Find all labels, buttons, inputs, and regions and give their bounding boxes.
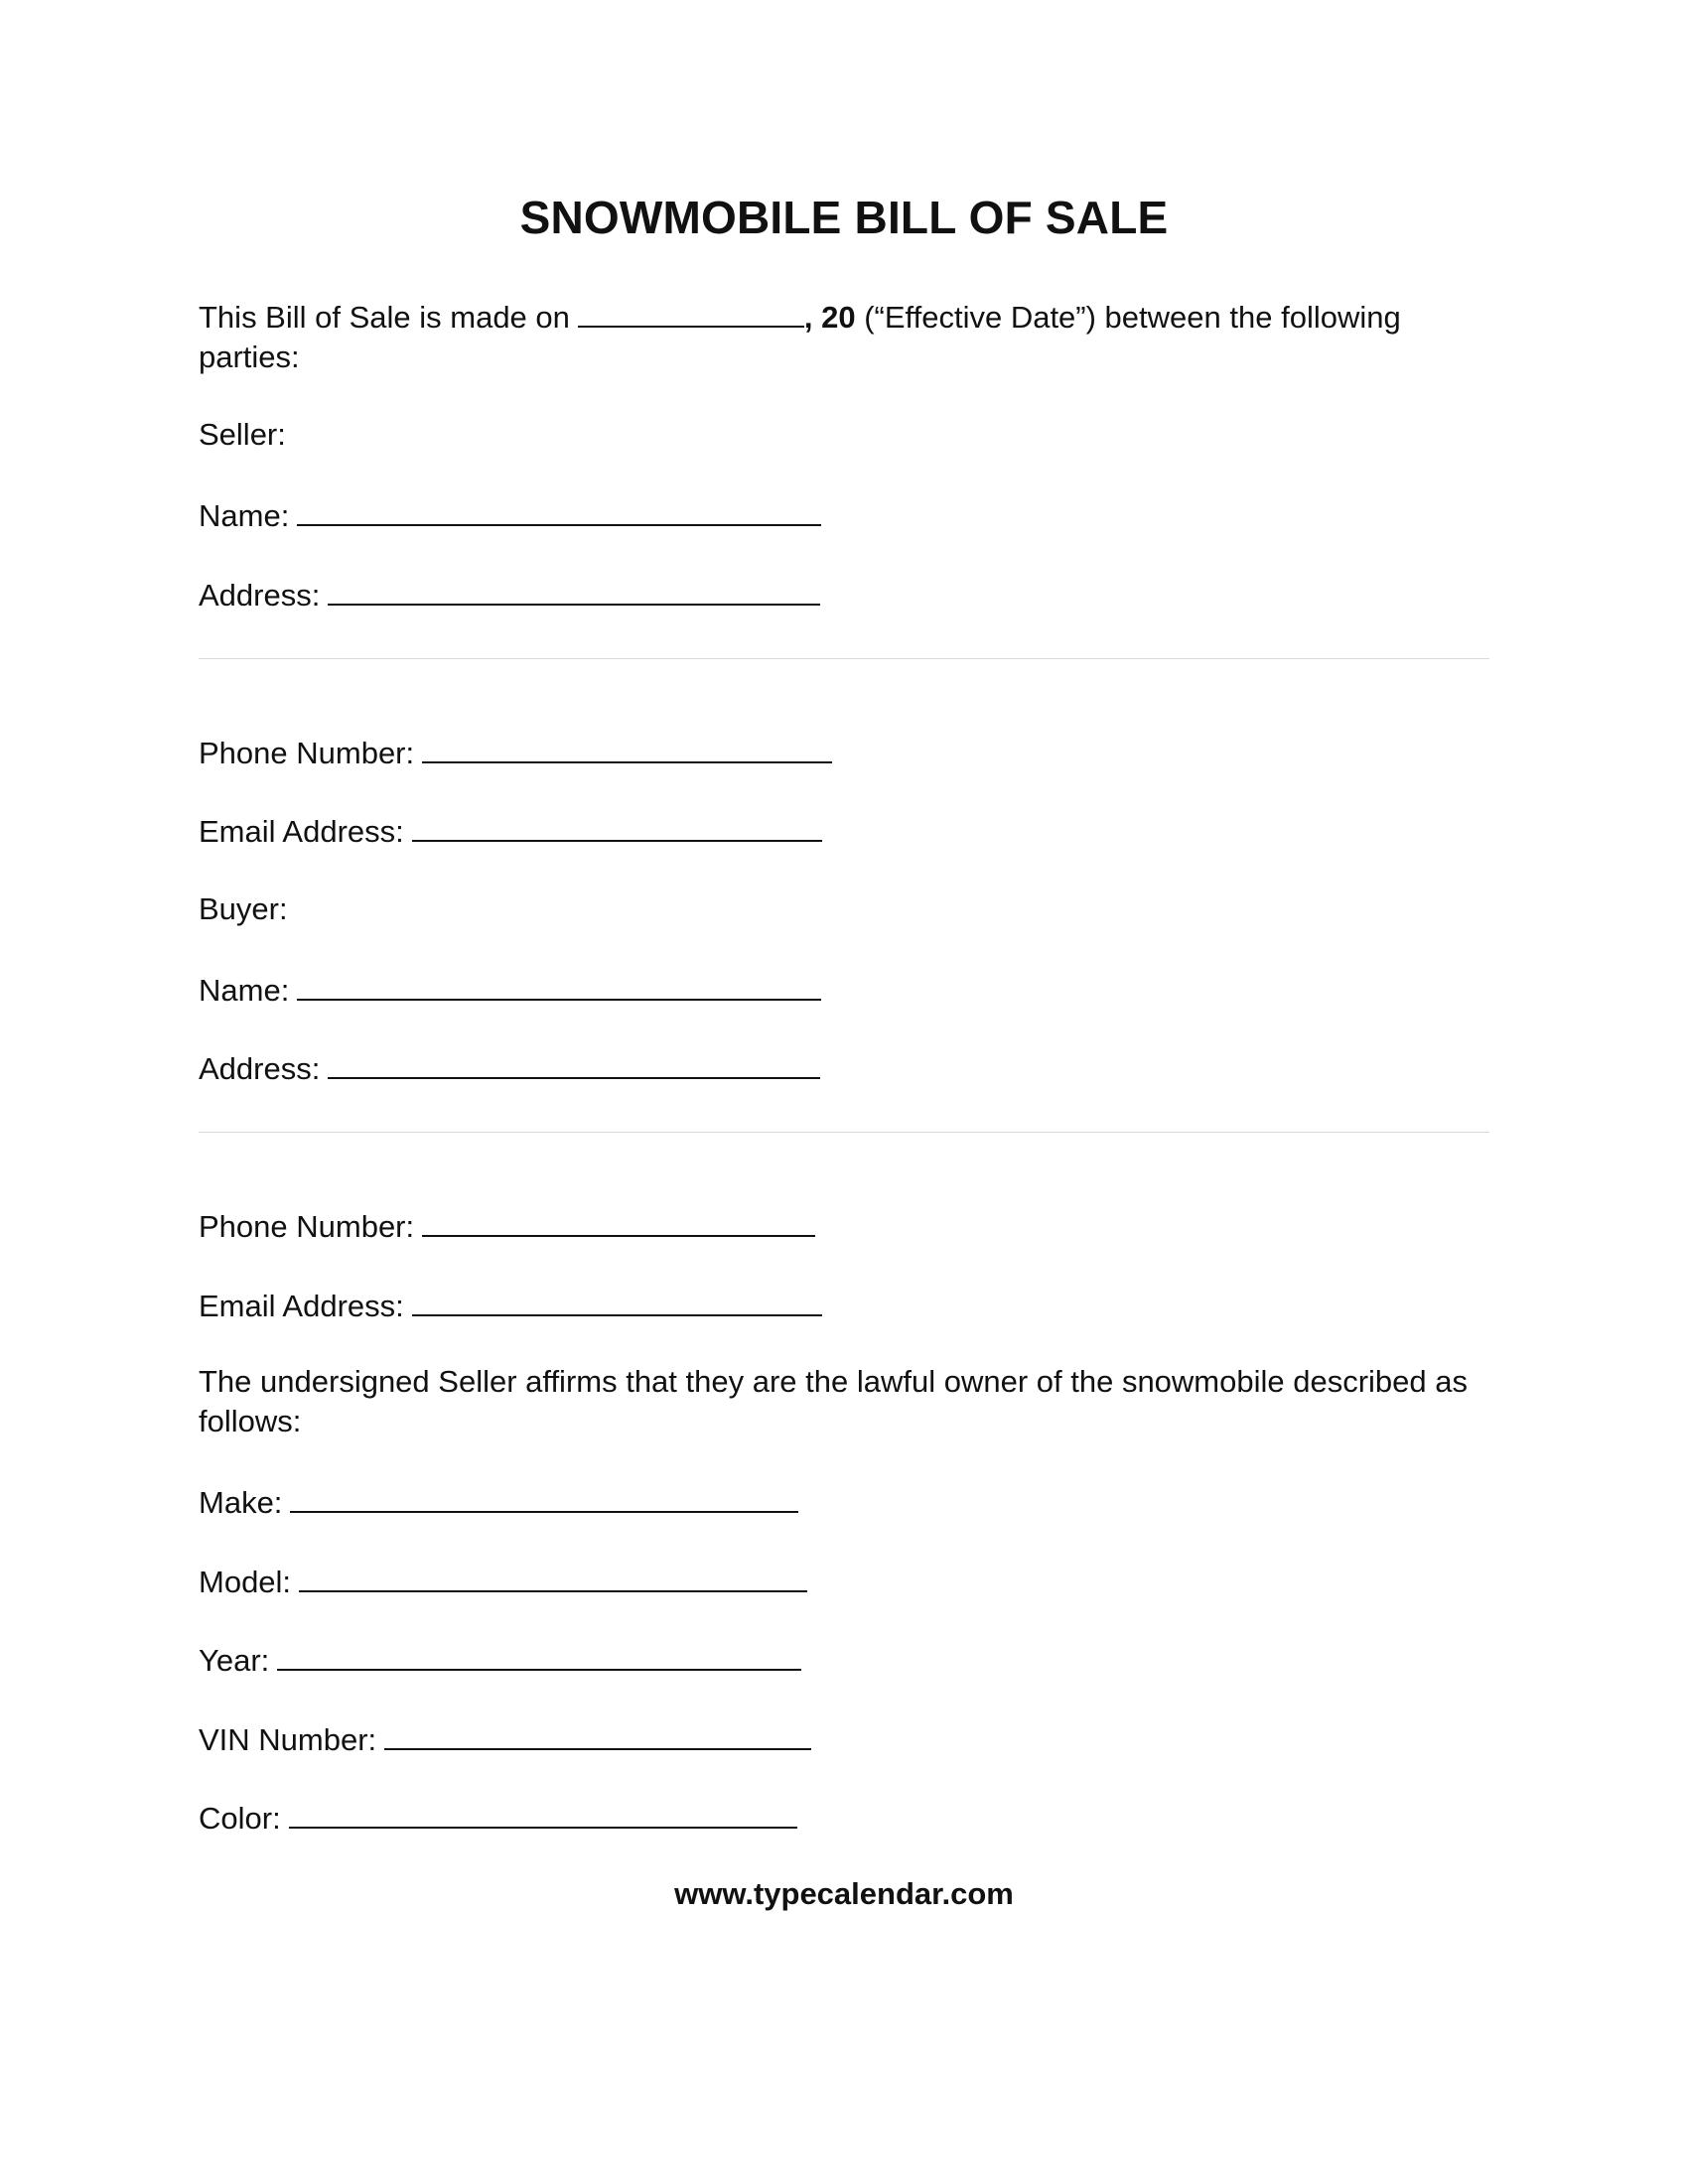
buyer-phone-row: [199, 1205, 815, 1247]
buyer-email-field[interactable]: [412, 1285, 822, 1316]
seller-name-row: [199, 494, 821, 536]
buyer-email-row: [199, 1285, 822, 1326]
make-field[interactable]: [290, 1481, 798, 1513]
year-row: [199, 1639, 801, 1681]
buyer-email-label: Email Address:: [199, 1289, 404, 1323]
buyer-address-row: [199, 1047, 820, 1089]
seller-phone-field[interactable]: [422, 732, 832, 763]
intro-year-label: , 20: [803, 300, 856, 335]
buyer-heading: Buyer:: [199, 891, 288, 926]
model-row: [199, 1561, 807, 1602]
year-label: Year:: [199, 1643, 270, 1678]
buyer-phone-label: Phone Number:: [199, 1209, 415, 1244]
vin-field[interactable]: [384, 1718, 811, 1750]
model-field[interactable]: [299, 1561, 807, 1592]
seller-heading: Seller:: [199, 417, 286, 452]
intro-suffix: (“Effective Date”) between the following parties:: [199, 300, 1401, 374]
document-title: SNOWMOBILE BILL OF SALE: [519, 192, 1169, 243]
seller-address-divider: [199, 658, 1489, 659]
color-label: Color:: [199, 1801, 281, 1836]
seller-address-label: Address:: [199, 578, 321, 613]
seller-address-row: [199, 574, 820, 615]
model-label: Model:: [199, 1565, 292, 1599]
intro-prefix: This Bill of Sale is made on: [199, 300, 570, 335]
buyer-name-label: Name:: [199, 973, 290, 1008]
buyer-address-divider: [199, 1132, 1489, 1133]
effective-date-field[interactable]: [578, 296, 804, 328]
intro-paragraph: [199, 296, 1489, 377]
seller-email-field[interactable]: [412, 810, 822, 842]
seller-name-label: Name:: [199, 498, 290, 533]
color-row: [199, 1797, 797, 1839]
footer-website[interactable]: www.typecalendar.com: [674, 1876, 1014, 1911]
buyer-name-field[interactable]: [297, 969, 821, 1001]
make-label: Make:: [199, 1485, 283, 1520]
buyer-name-row: [199, 969, 821, 1011]
affirmation-paragraph: The undersigned Seller affirms that they are the lawful owner of the snowmobile described as follows:: [199, 1364, 1469, 1438]
buyer-address-label: Address:: [199, 1051, 321, 1086]
vin-label: VIN Number:: [199, 1722, 377, 1757]
year-field[interactable]: [277, 1639, 801, 1671]
vin-row: [199, 1718, 811, 1760]
buyer-address-field[interactable]: [328, 1047, 820, 1079]
seller-email-label: Email Address:: [199, 814, 404, 849]
color-field[interactable]: [289, 1797, 797, 1829]
seller-email-row: [199, 810, 822, 852]
buyer-phone-field[interactable]: [422, 1205, 815, 1237]
seller-phone-row: [199, 732, 832, 773]
seller-name-field[interactable]: [297, 494, 821, 526]
seller-address-field[interactable]: [328, 574, 820, 606]
make-row: [199, 1481, 798, 1523]
seller-phone-label: Phone Number:: [199, 736, 415, 770]
